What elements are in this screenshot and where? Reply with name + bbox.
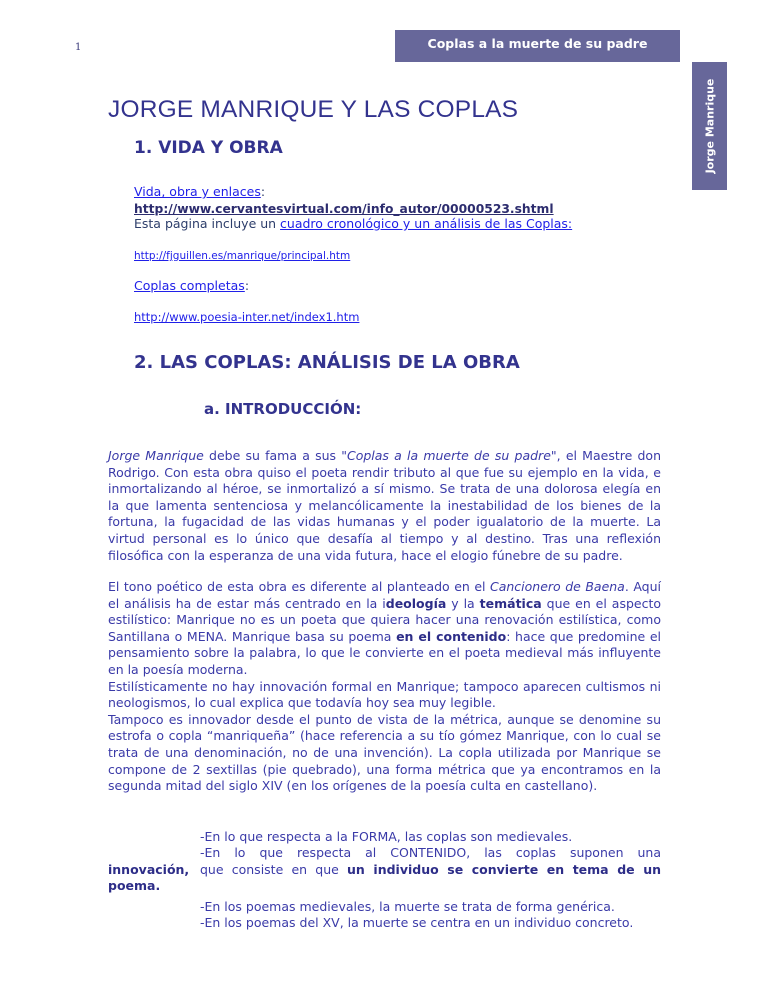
text: "Coplas a la muerte de su padre" bbox=[341, 448, 557, 463]
fjguillen-url-link[interactable]: http://fjguillen.es/manrique/principal.htm bbox=[134, 250, 351, 262]
poema-label: poema. bbox=[108, 878, 161, 894]
text: en el contenido bbox=[396, 628, 507, 644]
innovacion-label: innovación, bbox=[108, 861, 190, 877]
link-line-3 bbox=[134, 250, 350, 262]
link-line-2 bbox=[134, 216, 572, 231]
side-label: Jorge Manrique bbox=[703, 78, 716, 174]
text: Cancionero de Baena bbox=[490, 579, 625, 594]
text: temática bbox=[479, 595, 542, 611]
vida-obra-link[interactable]: Vida, obra y enlaces bbox=[134, 184, 261, 199]
link-line-1 bbox=[134, 184, 265, 199]
text: que consiste en que bbox=[200, 861, 348, 877]
page-title: JORGE MANRIQUE Y LAS COPLAS bbox=[108, 96, 519, 123]
link-line-5 bbox=[134, 310, 359, 324]
colon: : bbox=[244, 278, 250, 293]
section-heading-analisis: 2. LAS COPLAS: ANÁLISIS DE LA OBRA bbox=[134, 352, 520, 373]
link-line-1b bbox=[134, 202, 554, 216]
cuadro-link[interactable]: cuadro cronológico y un análisis de las Coplas: bbox=[280, 216, 573, 231]
text: y la bbox=[446, 595, 480, 611]
text-prefix: Esta página incluye un bbox=[134, 216, 281, 231]
cervantes-url-link[interactable]: http://www.cervantesvirtual.com/info_autor/00000523.shtml bbox=[134, 202, 554, 216]
text: , el Maestre don Rodrigo. Con esta obra quiso el poeta rendir tributo al que fue su ejemplo en la vida, e inmortalizando al héroe, se inmortalizó a sí mismo. Se trata de una dolorosa elegía en la que lamenta sentenciosa y melancólicamente la inestabilidad de los bienes de la fortuna, la fugacidad de las vidas humanas y el poder igualatorio de la muerte. La virtud personal es lo único que desafía al tiempo y al destino. Tras una reflexión filosófica con la esperanza de una vida futura, hace el elogio fúnebre de su padre. bbox=[108, 448, 661, 563]
header-tab: Coplas a la muerte de su padre bbox=[395, 30, 680, 62]
line-individuo bbox=[200, 862, 661, 878]
poesia-inter-url-link[interactable]: http://www.poesia-inter.net/index1.htm bbox=[134, 310, 360, 324]
line-forma: -En lo que respecta a la FORMA, las coplas son medievales. bbox=[200, 829, 573, 844]
side-tab bbox=[692, 62, 727, 190]
text: que en el aspecto estilístico: Manrique no es un poeta que quiera hacer una renovación estilística, como Santillana o MENA. Manrique basa su poema bbox=[108, 595, 662, 644]
text: . Aquí el análisis ha de estar más centrado en la i bbox=[108, 579, 661, 611]
line-xv: -En los poemas del XV, la muerte se centra en un individuo concreto. bbox=[200, 915, 634, 931]
section-heading-vida: 1. VIDA Y OBRA bbox=[134, 138, 283, 158]
text: Jorge Manrique bbox=[108, 448, 204, 463]
text: Tampoco es innovador desde el punto de vista de la métrica, aunque se denomine su estrofa o copla “manriqueña” (hace referencia a su tío gómez Manrique, con lo cual se trata de una denominación, no de una invención). La copla utilizada por Manrique se compone de 2 sextillas (pie quebrado), una forma métrica que ya encontramos en la segunda mitad del siglo XIV (en los orígenes de la poesía culta en castellano). bbox=[108, 711, 661, 794]
coplas-completas-link[interactable]: Coplas completas bbox=[134, 278, 245, 293]
colon: : bbox=[260, 184, 266, 199]
text: Estilísticamente no hay innovación formal en Manrique; tampoco aparecen cultismos ni neologismos, lo cual explica que todavía hoy sea muy legible. bbox=[108, 678, 661, 711]
text: debe su fama a sus bbox=[203, 448, 342, 463]
text: deología bbox=[385, 595, 447, 611]
subheading-introduccion: a. INTRODUCCIÓN: bbox=[204, 400, 362, 418]
text: El tono poético de esta obra es diferente al planteado en el bbox=[108, 579, 490, 594]
forma-contenido-block bbox=[108, 829, 661, 931]
text: : hace que predomine el pensamiento sobre la palabra, lo que le convierte en el poeta medieval más influyente en la poesía moderna. bbox=[108, 628, 661, 677]
line-contenido: -En lo que respecta al CONTENIDO, las coplas suponen una bbox=[200, 845, 661, 861]
paragraph-intro bbox=[108, 448, 661, 564]
line-medievales: -En los poemas medievales, la muerte se trata de forma genérica. bbox=[200, 898, 615, 914]
paragraph-tono bbox=[108, 579, 661, 795]
text: un individuo se convierte en tema de un bbox=[347, 861, 661, 877]
page-number: 1 bbox=[75, 42, 82, 53]
link-line-4 bbox=[134, 278, 249, 293]
